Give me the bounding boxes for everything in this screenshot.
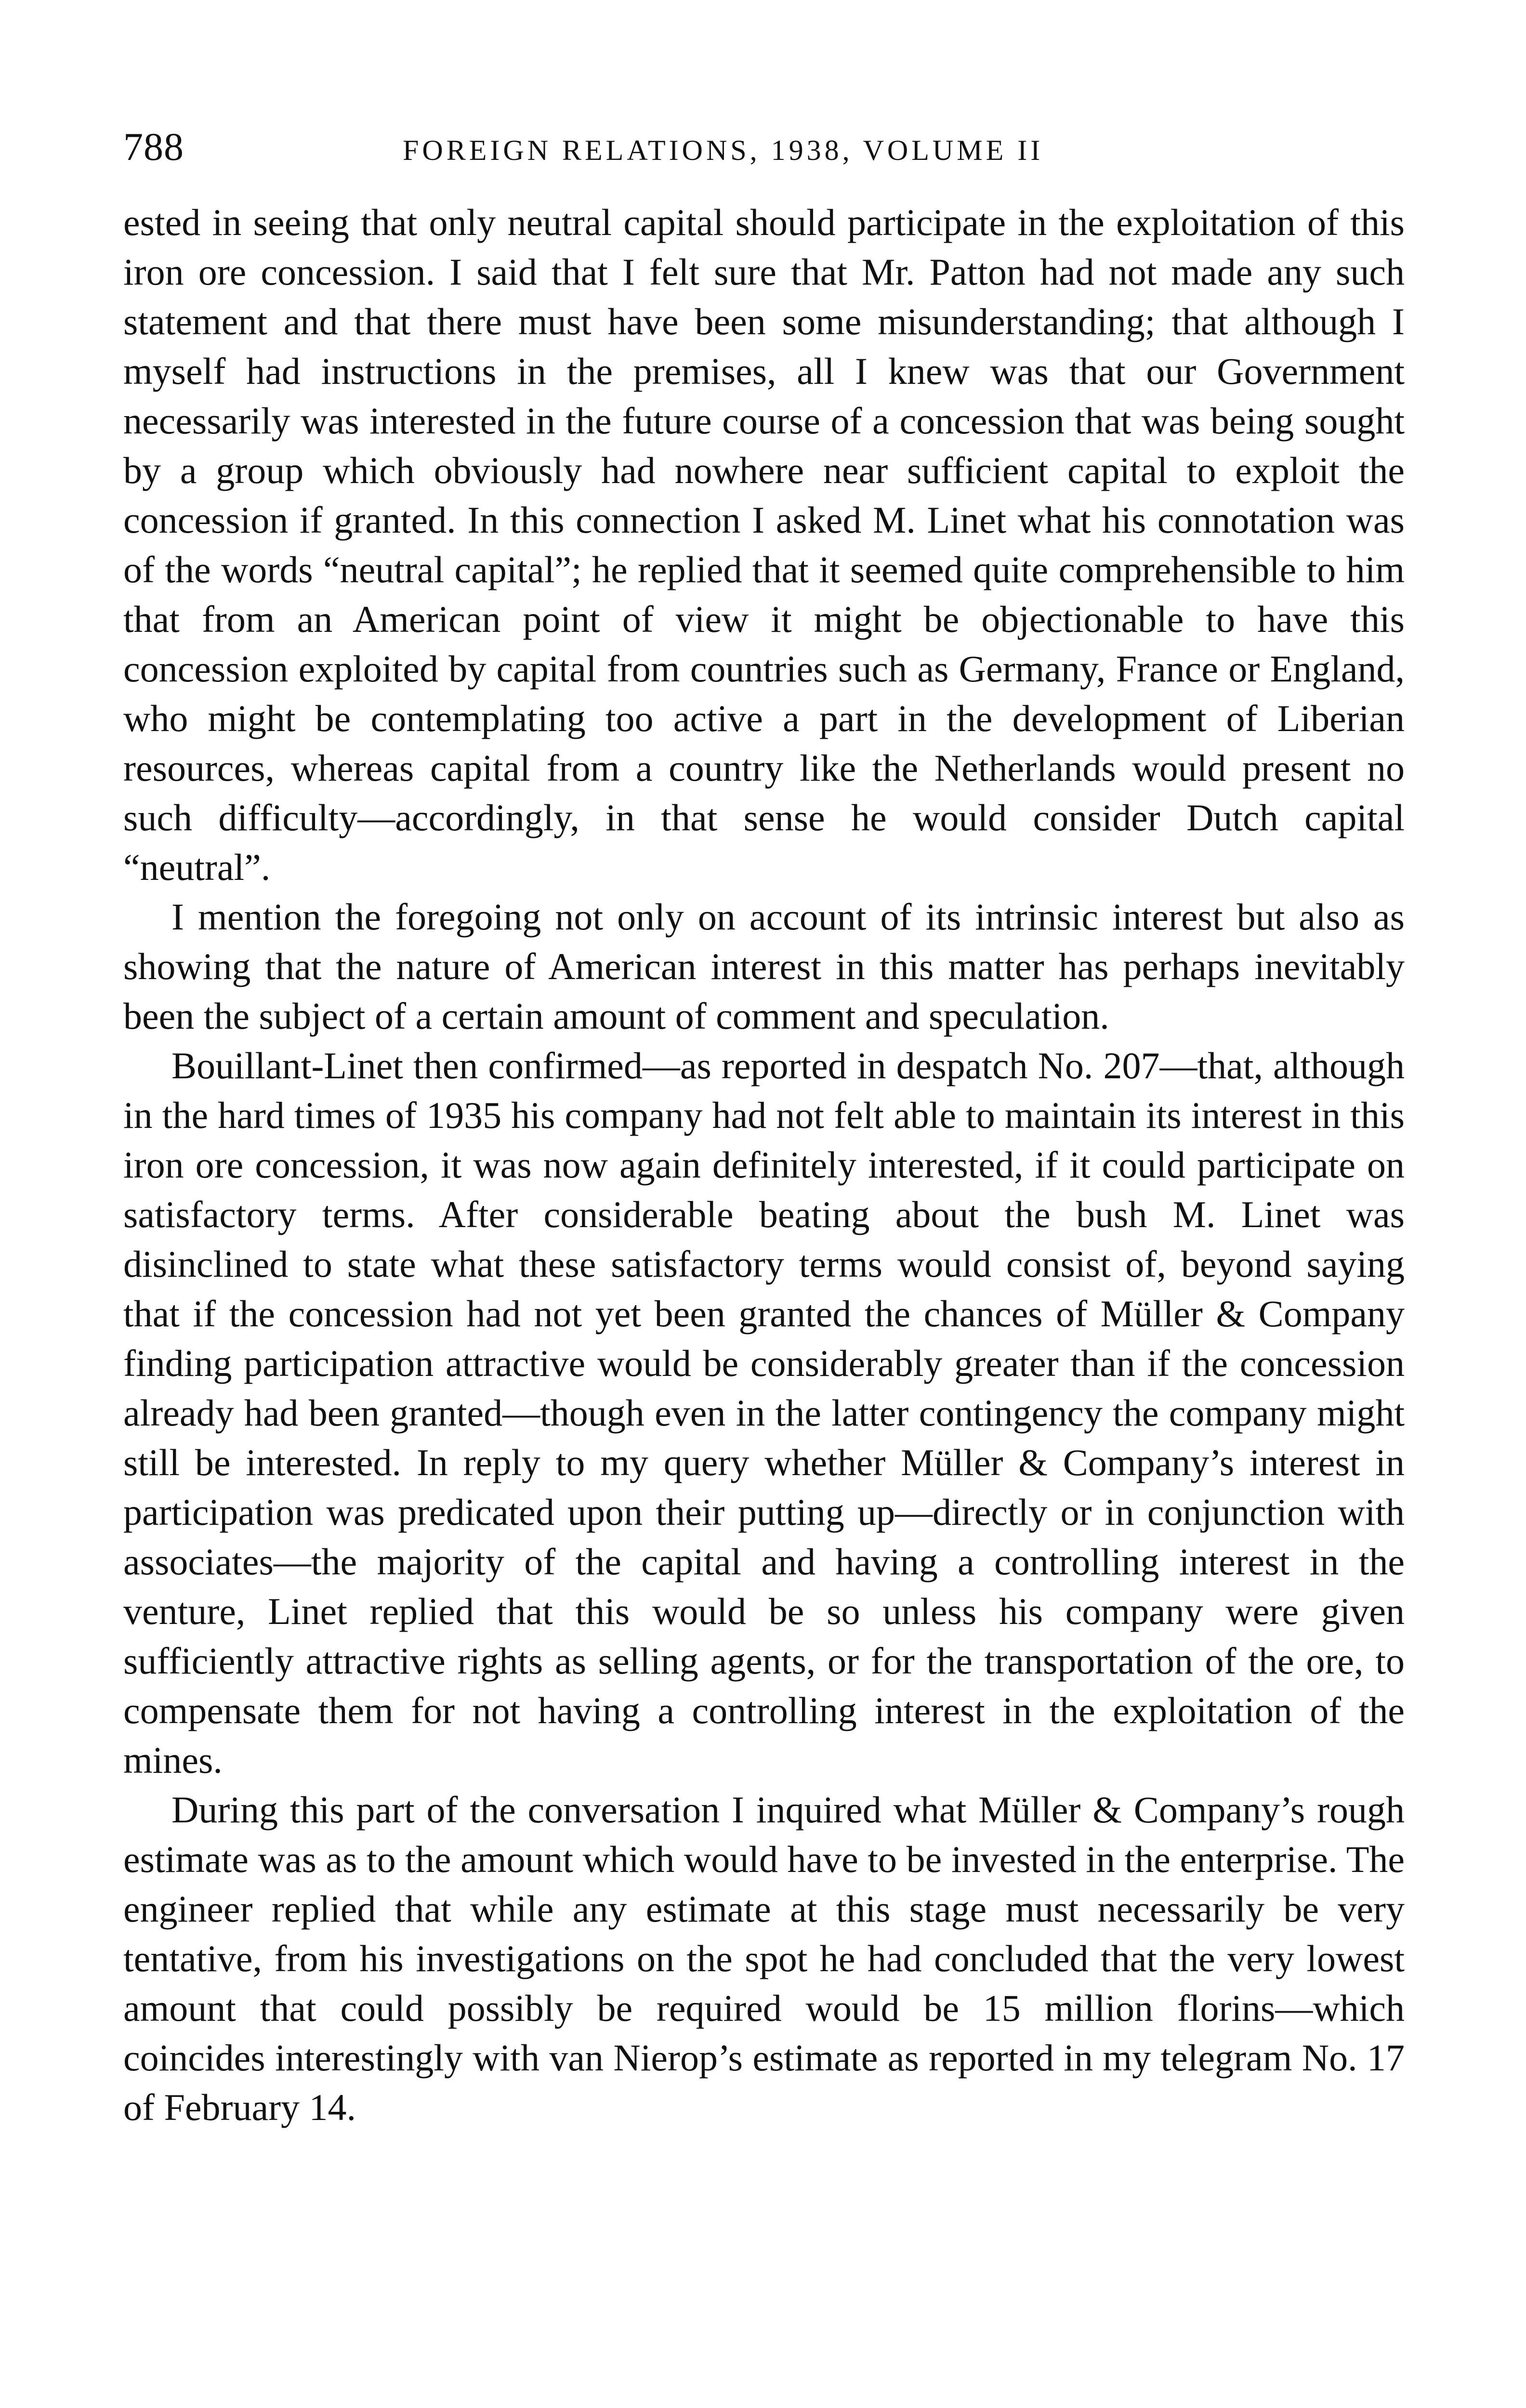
paragraph-continuation: ested in seeing that only neutral capital should participate in the exploitation of this iron ore concession. I said that I felt sure that Mr. Patton had not made any such statement and that there must have been some misunderstanding; that although I myself had instructions in the premises, all I knew was that our Government necessarily was interested in the future course of a concession that was being sought by a group which obviously had nowhere near sufficient capital to exploit the concession if granted. In this connection I asked M. Linet what his connotation was of the words “neutral capital”; he replied that it seemed quite comprehensible to him that from an American point of view it might be objectionable to have this concession exploited by capital from countries such as Germany, France or England, who might be contemplating too active a part in the development of Liberian resources, whereas capital from a country like the Netherlands would present no such difficulty—accordingly, in that sense he would consider Dutch capital “neutral”. (123, 201, 1405, 888)
paragraph-bouillant-linet: Bouillant-Linet then confirmed—as reported in despatch No. 207—that, although in the hard times of 1935 his company had not felt able to maintain its interest in this iron ore concession, it was now again definitely interested, if it could participate on satisfactory terms. After considerable beating about the bush M. Linet was disinclined to state what these satisfactory terms would consist of, beyond saying that if the concession had not yet been granted the chances of Müller & Company finding participation attractive would be considerably greater than if the concession already had been granted—though even in the latter contingency the company might still be interested. In reply to my query whether Müller & Company’s interest in participation was predicated upon their putting up—directly or in conjunction with associates—the majority of the capital and having a controlling interest in the venture, Linet replied that this would be so unless his company were given sufficiently attractive rights as selling agents, or for the transportation of the ore, to compensate them for not having a controlling interest in the exploitation of the mines. (123, 1045, 1405, 1781)
paragraph-estimate: During this part of the conversation I inquired what Müller & Company’s rough estimate was as to the amount which would have to be invested in the enterprise. The engineer replied that while any estimate at this stage must necessarily be very tentative, from his investigations on the spot he had concluded that the very lowest amount that could possibly be required would be 15 million florins—which coincides interestingly with van Nierop’s estimate as reported in my telegram No. 17 of February 14. (123, 1789, 1405, 2128)
body-text (123, 197, 1405, 2132)
running-head: FOREIGN RELATIONS, 1938, VOLUME II (403, 134, 1044, 166)
page-number: 788 (123, 125, 184, 169)
paragraph-foregoing-mention: I mention the foregoing not only on account of its intrinsic interest but also as showing that the nature of American interest in this matter has perhaps inevitably been the subject of a certain amount of comment and speculation. (123, 896, 1405, 1037)
page-header (123, 120, 1405, 173)
